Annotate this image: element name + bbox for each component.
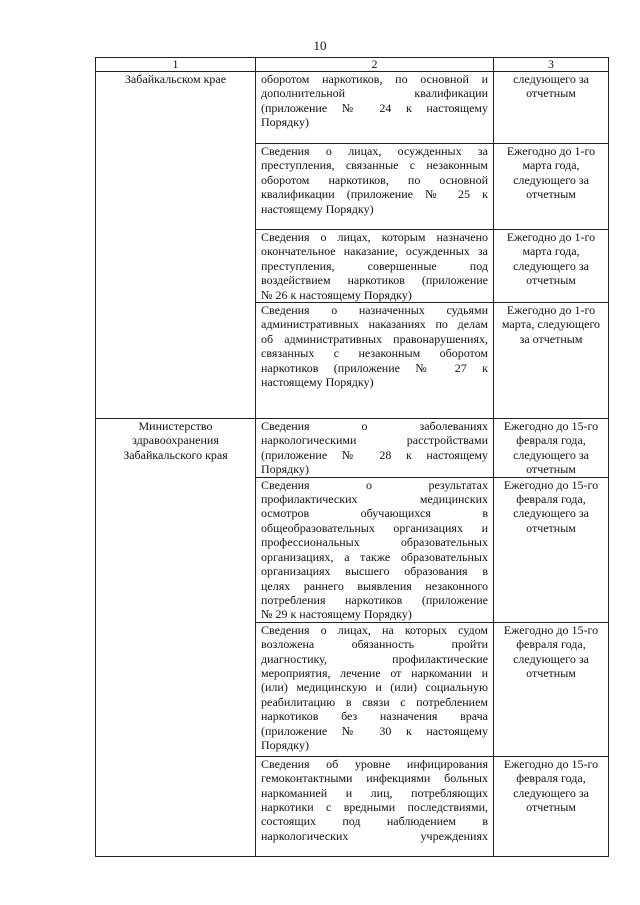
column-number: 1: [96, 58, 256, 72]
organization-cell: Забайкальском крае: [96, 72, 256, 419]
page-number: 10: [313, 38, 327, 53]
column-number-row: [96, 58, 609, 72]
deadline-cell: Ежегодно до 15-го февраля года, следующего за отчетным: [494, 622, 609, 756]
description-cell: Сведения о заболеваниях наркологическими расстройствами (приложение № 28 к настоящему Порядку): [256, 419, 494, 478]
organization-cell: Министерство здравоохранения Забайкальского края: [96, 419, 256, 857]
description-cell: оборотом наркотиков, по основной и дополнительной квалификации (приложение № 24 к настоящему Порядку): [256, 72, 494, 144]
deadline-cell: Ежегодно до 1-го марта, следующего за отчетным: [494, 303, 609, 419]
deadline-cell: Ежегодно до 1-го марта года, следующего за отчетным: [494, 144, 609, 230]
description-cell: Сведения о назначенных судьями административных наказаниях по делам об административных правонарушениях, связанных с незаконным оборотом наркотиков (приложение № 27 к настоящему Порядку): [256, 303, 494, 419]
description-cell: Сведения об уровне инфицирования гемоконтактными инфекциями больных наркоманией и лиц, потребляющих наркотики с вредными последствиями, состоящих под наблюдением в наркологических учреждениях: [256, 756, 494, 856]
column-number: 2: [256, 58, 494, 72]
deadline-cell: Ежегодно до 1-го марта года, следующего за отчетным: [494, 230, 609, 303]
deadline-cell: Ежегодно до 15-го февраля года, следующего за отчетным: [494, 477, 609, 622]
deadline-cell: Ежегодно до 15-го февраля года, следующего за отчетным: [494, 419, 609, 478]
description-cell: Сведения о результатах профилактических медицинских осмотров обучающихся в общеобразовательных организациях и профессиональных образовательных организациях, а также образовательных организациях высшего образования в целях раннего выявления незаконного потребления наркотиков (приложение № 29 к настоящему Порядку): [256, 477, 494, 622]
description-cell: Сведения о лицах, на которых судом возложена обязанность пройти диагностику, профилактические мероприятия, лечение от наркомании и (или) медицинскую и (или) социальную реабилитацию в связи с потреблением наркотиков без назначения врача (приложение № 30 к настоящему Порядку): [256, 622, 494, 756]
table-row: [96, 419, 609, 478]
deadline-cell: Ежегодно до 15-го февраля года, следующего за отчетным: [494, 756, 609, 856]
column-number: 3: [494, 58, 609, 72]
description-cell: Сведения о лицах, которым назначено окончательное наказание, осужденных за преступления, совершенные под воздействием наркотиков (приложение № 26 к настоящему Порядку): [256, 230, 494, 303]
table-row: [96, 72, 609, 144]
deadline-cell: следующего за отчетным: [494, 72, 609, 144]
reporting-table: [95, 57, 609, 857]
description-cell: Сведения о лицах, осужденных за преступления, связанные с незаконным оборотом наркотиков, по основной квалификации (приложение № 25 к настоящему Порядку): [256, 144, 494, 230]
